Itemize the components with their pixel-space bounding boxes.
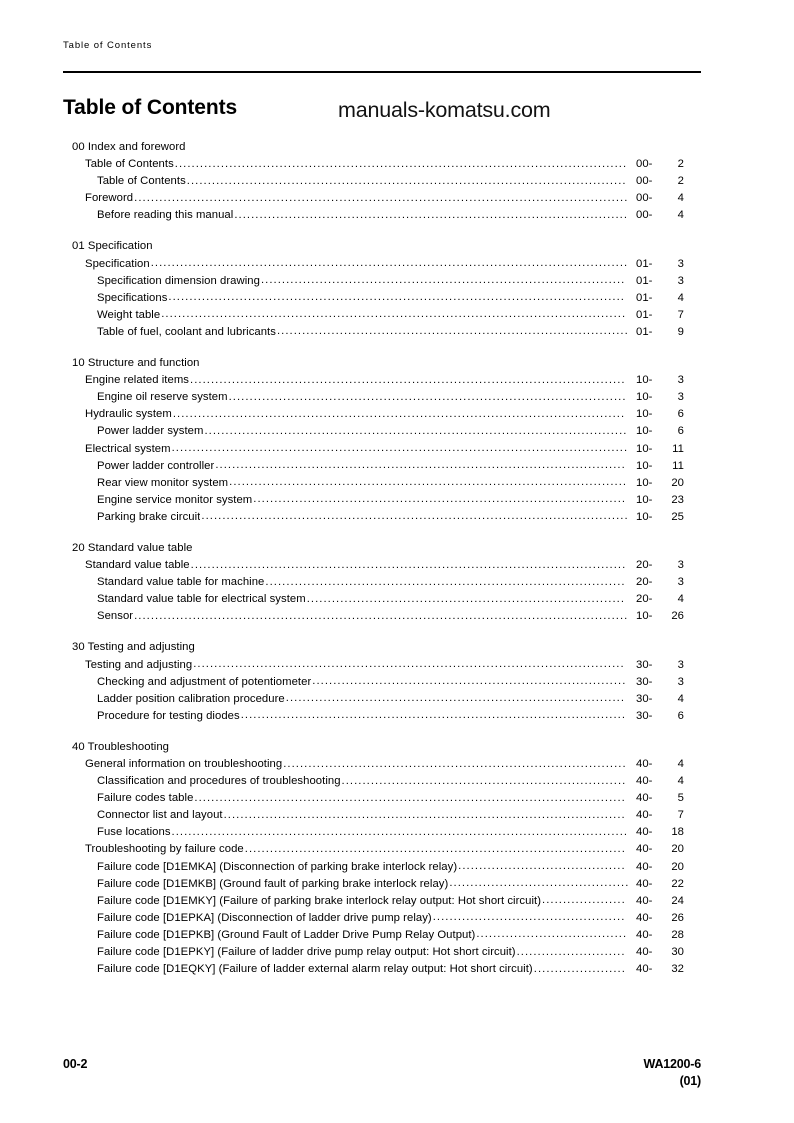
toc-entry[interactable] bbox=[0, 509, 794, 526]
toc-entry-section-prefix: 40- bbox=[636, 860, 653, 873]
toc-entry-section-prefix: 30- bbox=[636, 675, 653, 688]
dot-leader: .................................................................................... bbox=[276, 325, 629, 338]
toc-section bbox=[0, 639, 794, 724]
toc-entry-label: Before reading this manual bbox=[97, 209, 234, 222]
toc-section bbox=[0, 355, 794, 526]
toc-entry-label: Engine service monitor system bbox=[97, 493, 253, 506]
toc-entry-label: General information on troubleshooting bbox=[85, 758, 283, 770]
dot-leader: ............................................................................................................ bbox=[172, 407, 626, 420]
toc-entry-section-prefix: 10- bbox=[636, 391, 653, 404]
title-row bbox=[0, 96, 794, 126]
toc-entry-page-number: 26 bbox=[671, 610, 684, 623]
toc-entry-label: Engine oil reserve system bbox=[97, 391, 228, 404]
page-title: Table of Contents bbox=[63, 96, 238, 119]
toc-entry-page-number: 4 bbox=[677, 593, 684, 606]
toc-entry-page-number: 3 bbox=[677, 658, 684, 671]
toc-entry-section-prefix: 30- bbox=[636, 709, 653, 722]
toc-entry-page-number: 4 bbox=[677, 291, 684, 304]
dot-leader: ............................................................................................... bbox=[228, 390, 627, 403]
toc-entry-label: Standard value table for machine bbox=[97, 576, 265, 589]
toc-entry-section-prefix: 10- bbox=[636, 476, 653, 489]
toc-entry[interactable] bbox=[0, 441, 794, 458]
toc-entry-label: Sensor bbox=[97, 610, 134, 623]
dot-leader: ........................................ bbox=[458, 860, 626, 873]
dot-leader: ........................................... bbox=[449, 877, 630, 890]
toc-entry-page-number: 3 bbox=[677, 274, 684, 287]
toc-entry-label: Weight table bbox=[97, 308, 161, 321]
toc-entry-label: Fuse locations bbox=[97, 826, 171, 839]
toc-entry-page-number: 23 bbox=[671, 493, 684, 506]
toc-entry[interactable] bbox=[0, 307, 794, 324]
toc-section bbox=[0, 739, 794, 978]
dot-leader: ........................................................................................................ bbox=[190, 558, 627, 571]
toc-entry-page-number: 30 bbox=[671, 946, 684, 959]
toc-entry-label: Hydraulic system bbox=[85, 408, 172, 421]
toc-entry-label: Table of Contents bbox=[85, 158, 174, 171]
toc-entry-label: Engine related items bbox=[85, 374, 189, 387]
toc-section-heading: 30 Testing and adjusting bbox=[72, 641, 195, 654]
toc-entry[interactable] bbox=[0, 458, 794, 475]
toc-entry[interactable] bbox=[0, 207, 794, 224]
dot-leader: .................................... bbox=[476, 928, 628, 941]
toc-section-heading: 10 Structure and function bbox=[72, 357, 200, 370]
dot-leader: ......................................................................................................... bbox=[186, 174, 627, 187]
toc-entry-page-number: 4 bbox=[677, 758, 684, 770]
toc-entry[interactable] bbox=[0, 859, 794, 876]
toc-entry-section-prefix: 30- bbox=[636, 692, 653, 705]
toc-entry-section-prefix: 40- bbox=[636, 894, 653, 907]
toc-entry-label: Ladder position calibration procedure bbox=[97, 692, 285, 705]
toc-entry-section-prefix: 01- bbox=[636, 325, 653, 338]
toc-entry-section-prefix: 01- bbox=[636, 257, 653, 270]
toc-entry-section-prefix: 40- bbox=[636, 809, 653, 822]
toc-entry-page-number: 18 bbox=[671, 826, 684, 839]
dot-leader: .................................................................... bbox=[341, 774, 627, 787]
toc-entry[interactable] bbox=[0, 876, 794, 893]
toc-entry-page-number: 3 bbox=[677, 576, 684, 589]
toc-entry-section-prefix: 10- bbox=[636, 610, 653, 623]
dot-leader: ............................................................................ bbox=[306, 592, 626, 605]
toc-entry-section-prefix: 10- bbox=[636, 510, 653, 523]
toc-entry[interactable] bbox=[0, 773, 794, 790]
dot-leader: ...................................................................................................................... bbox=[134, 609, 629, 622]
dot-leader: ....................................................................................................... bbox=[194, 791, 626, 804]
toc-entry-label: Failure code [D1EPKB] (Ground Fault of Ladder Drive Pump Relay Output) bbox=[97, 928, 476, 941]
toc-entry[interactable] bbox=[0, 574, 794, 591]
toc-entry[interactable] bbox=[0, 790, 794, 807]
toc-entry[interactable] bbox=[0, 674, 794, 691]
toc-entry[interactable] bbox=[0, 591, 794, 608]
toc-entry-section-prefix: 00- bbox=[636, 175, 653, 188]
toc-entry-section-prefix: 10- bbox=[636, 374, 653, 387]
toc-entry-section-prefix: 20- bbox=[636, 593, 653, 606]
toc-entry-page-number: 5 bbox=[677, 792, 684, 805]
toc-entry-page-number: 9 bbox=[677, 325, 684, 338]
dot-leader: .......................... bbox=[516, 945, 626, 958]
toc-entry-section-prefix: 40- bbox=[636, 963, 653, 976]
toc-entry-page-number: 2 bbox=[677, 175, 684, 188]
toc-entry-section-prefix: 01- bbox=[636, 308, 653, 321]
dot-leader: ............................................................................................................ bbox=[174, 157, 628, 170]
page-footer bbox=[0, 1057, 794, 1107]
toc-entry[interactable] bbox=[0, 557, 794, 574]
toc-entry-page-number: 3 bbox=[677, 391, 684, 404]
header-rule bbox=[63, 71, 701, 73]
toc-entry-page-number: 11 bbox=[672, 442, 684, 455]
dot-leader: ............................................................................................... bbox=[229, 476, 628, 489]
toc-entry[interactable] bbox=[0, 423, 794, 440]
toc-entry[interactable] bbox=[0, 389, 794, 406]
toc-entry-label: Failure code [D1EMKB] (Ground fault of parking brake interlock relay) bbox=[97, 877, 449, 890]
toc-entry-section-prefix: 00- bbox=[636, 209, 653, 222]
dot-leader: .................................................................................................. bbox=[215, 459, 626, 472]
dot-leader: ........................................................................................................ bbox=[190, 373, 626, 386]
dot-leader: ...................................................................................................... bbox=[201, 510, 629, 523]
footer-model: WA1200-6 bbox=[643, 1057, 701, 1071]
toc-entry-label: Standard value table bbox=[85, 559, 190, 572]
toc-entry-page-number: 11 bbox=[672, 459, 684, 472]
toc-entry-page-number: 3 bbox=[677, 257, 684, 270]
toc-entry[interactable] bbox=[0, 173, 794, 190]
toc-entry-label: Table of fuel, coolant and lubricants bbox=[97, 325, 276, 338]
toc-entry[interactable] bbox=[0, 807, 794, 824]
toc-entry-page-number: 32 bbox=[671, 963, 684, 976]
toc-entry-section-prefix: 40- bbox=[636, 792, 653, 805]
toc-entry-page-number: 25 bbox=[671, 510, 684, 523]
toc-entry-label: Failure code [D1EMKA] (Disconnection of parking brake interlock relay) bbox=[97, 860, 458, 873]
dot-leader: ........................................................................... bbox=[312, 675, 627, 688]
toc-entry-section-prefix: 10- bbox=[636, 408, 653, 421]
toc-entry[interactable] bbox=[0, 290, 794, 307]
toc-entry[interactable] bbox=[0, 944, 794, 961]
toc-entry[interactable] bbox=[0, 406, 794, 423]
dot-leader: ............................................................................................................... bbox=[161, 308, 627, 321]
dot-leader: ..................................................................................................... bbox=[204, 424, 628, 437]
dot-leader: ............................................................................................................. bbox=[168, 291, 625, 304]
toc-entry[interactable] bbox=[0, 608, 794, 625]
toc-entry-label: Connector list and layout bbox=[97, 809, 223, 822]
toc-entry-section-prefix: 10- bbox=[636, 493, 653, 506]
watermark-text: manuals-komatsu.com bbox=[338, 98, 551, 122]
toc-entry-page-number: 4 bbox=[677, 209, 684, 222]
dot-leader: ............................................................................................ bbox=[240, 709, 627, 722]
toc-entry[interactable] bbox=[0, 324, 794, 341]
dot-leader: .............................................. bbox=[432, 911, 626, 924]
toc-section-heading: 20 Standard value table bbox=[72, 541, 193, 554]
toc-entry-page-number: 3 bbox=[677, 675, 684, 688]
toc-entry[interactable] bbox=[0, 475, 794, 492]
toc-entry-label: Parking brake circuit bbox=[97, 510, 201, 523]
toc-entry[interactable] bbox=[0, 492, 794, 509]
toc-entry-label: Foreword bbox=[85, 192, 134, 205]
dot-leader: ....................................................................................... bbox=[260, 274, 626, 287]
toc-entry-page-number: 22 bbox=[671, 877, 684, 890]
toc-entry-page-number: 6 bbox=[677, 709, 684, 722]
toc-entry-section-prefix: 40- bbox=[636, 843, 653, 856]
toc-entry-section-prefix: 40- bbox=[636, 928, 653, 941]
toc-entry-label: Electrical system bbox=[85, 442, 171, 455]
toc-section bbox=[0, 540, 794, 625]
dot-leader: ...................... bbox=[533, 962, 626, 975]
toc-entry-label: Failure code [D1EPKA] (Disconnection of ladder drive pump relay) bbox=[97, 911, 432, 924]
dot-leader: ............................................................................................................. bbox=[171, 442, 629, 454]
toc-entry-page-number: 4 bbox=[677, 775, 684, 788]
toc-entry-section-prefix: 20- bbox=[636, 576, 653, 589]
toc-entry-label: Checking and adjustment of potentiometer bbox=[97, 675, 312, 688]
toc-entry-page-number: 24 bbox=[671, 894, 684, 907]
toc-entry[interactable] bbox=[0, 961, 794, 978]
toc-section-heading: 01 Specification bbox=[72, 240, 153, 253]
dot-leader: .................................................................................................................. bbox=[150, 257, 629, 270]
toc-entry-label: Procedure for testing diodes bbox=[97, 709, 240, 722]
toc-entry-section-prefix: 40- bbox=[636, 775, 653, 788]
toc-entry[interactable] bbox=[0, 841, 794, 858]
dot-leader: ...................................................................................................................... bbox=[134, 191, 629, 204]
toc-entry-section-prefix: 20- bbox=[636, 559, 653, 572]
table-of-contents bbox=[0, 139, 794, 978]
toc-entry-page-number: 4 bbox=[677, 692, 684, 705]
toc-entry-page-number: 3 bbox=[677, 374, 684, 387]
toc-section-heading: 40 Troubleshooting bbox=[72, 740, 169, 753]
toc-entry-label: Failure codes table bbox=[97, 792, 194, 805]
toc-entry-page-number: 2 bbox=[677, 158, 684, 171]
toc-entry[interactable] bbox=[0, 927, 794, 944]
toc-entry-label: Specifications bbox=[97, 291, 168, 304]
toc-entry-section-prefix: 40- bbox=[636, 826, 653, 839]
toc-entry-label: Table of Contents bbox=[97, 175, 186, 188]
dot-leader: ...................................................................................... bbox=[265, 575, 626, 588]
dot-leader: ........................................................................................... bbox=[244, 842, 626, 855]
dot-leader: ......................................................................................... bbox=[253, 493, 627, 506]
toc-entry-label: Failure code [D1EMKY] (Failure of parking brake interlock relay output: Hot short circuit) bbox=[97, 894, 542, 907]
toc-entry[interactable] bbox=[0, 190, 794, 207]
toc-entry[interactable] bbox=[0, 824, 794, 841]
toc-entry[interactable] bbox=[0, 756, 794, 773]
dot-leader: ............................................................................................................. bbox=[171, 825, 629, 838]
toc-entry-page-number: 7 bbox=[677, 809, 684, 822]
toc-section-heading: 00 Index and foreword bbox=[72, 141, 186, 153]
toc-entry-label: Classification and procedures of troubleshooting bbox=[97, 775, 341, 788]
toc-entry-page-number: 7 bbox=[677, 308, 684, 321]
toc-entry[interactable] bbox=[0, 372, 794, 389]
toc-entry-page-number: 6 bbox=[677, 425, 684, 438]
toc-entry-label: Power ladder controller bbox=[97, 459, 215, 472]
toc-entry-section-prefix: 10- bbox=[636, 442, 653, 455]
toc-entry-page-number: 20 bbox=[671, 843, 684, 856]
toc-entry-section-prefix: 00- bbox=[636, 158, 653, 171]
toc-entry-label: Power ladder system bbox=[97, 425, 204, 438]
toc-entry-label: Failure code [D1EPKY] (Failure of ladder drive pump relay output: Hot short circuit) bbox=[97, 946, 516, 959]
toc-entry-section-prefix: 01- bbox=[636, 274, 653, 287]
dot-leader: ....................................................................................................... bbox=[193, 658, 625, 671]
toc-entry[interactable] bbox=[0, 156, 794, 173]
toc-entry-label: Specification dimension drawing bbox=[97, 274, 260, 287]
toc-entry-label: Testing and adjusting bbox=[85, 658, 193, 671]
toc-entry-label: Standard value table for electrical system bbox=[97, 593, 306, 606]
dot-leader: .................................................................................. bbox=[283, 757, 627, 770]
footer-revision: (01) bbox=[679, 1074, 701, 1088]
dot-leader: .................... bbox=[542, 894, 626, 907]
toc-entry-page-number: 20 bbox=[671, 476, 684, 489]
toc-entry-page-number: 28 bbox=[671, 928, 684, 941]
toc-entry[interactable] bbox=[0, 691, 794, 708]
toc-entry[interactable] bbox=[0, 273, 794, 290]
toc-entry-section-prefix: 00- bbox=[636, 192, 653, 205]
toc-entry-label: Rear view monitor system bbox=[97, 476, 229, 489]
toc-entry-section-prefix: 40- bbox=[636, 946, 653, 959]
toc-entry-section-prefix: 30- bbox=[636, 658, 653, 671]
running-header: Table of Contents bbox=[63, 40, 153, 51]
toc-entry-section-prefix: 40- bbox=[636, 911, 653, 924]
toc-entry-label: Failure code [D1EQKY] (Failure of ladder external alarm relay output: Hot short circuit) bbox=[97, 963, 533, 976]
dot-leader: ................................................................................. bbox=[285, 692, 626, 705]
toc-entry[interactable] bbox=[0, 893, 794, 910]
toc-entry[interactable] bbox=[0, 910, 794, 927]
toc-entry-section-prefix: 40- bbox=[636, 877, 653, 890]
toc-section bbox=[0, 139, 794, 224]
toc-entry-page-number: 3 bbox=[677, 559, 684, 572]
toc-entry[interactable] bbox=[0, 256, 794, 273]
toc-entry-page-number: 4 bbox=[677, 192, 684, 205]
toc-entry-page-number: 20 bbox=[671, 860, 684, 873]
toc-entry-section-prefix: 10- bbox=[636, 425, 653, 438]
toc-entry-label: Specification bbox=[85, 257, 150, 270]
toc-entry-section-prefix: 40- bbox=[636, 758, 653, 770]
toc-entry-section-prefix: 01- bbox=[636, 291, 653, 304]
toc-entry-page-number: 6 bbox=[677, 408, 684, 421]
toc-entry-page-number: 26 bbox=[671, 911, 684, 924]
toc-entry-label: Troubleshooting by failure code bbox=[85, 843, 244, 856]
toc-entry[interactable] bbox=[0, 657, 794, 674]
dot-leader: .............................................................................................. bbox=[234, 208, 629, 221]
toc-section bbox=[0, 238, 794, 341]
dot-leader: ................................................................................................ bbox=[223, 808, 626, 821]
toc-entry[interactable] bbox=[0, 708, 794, 725]
toc-entry-section-prefix: 10- bbox=[636, 459, 653, 472]
footer-page-label: 00-2 bbox=[63, 1057, 88, 1071]
